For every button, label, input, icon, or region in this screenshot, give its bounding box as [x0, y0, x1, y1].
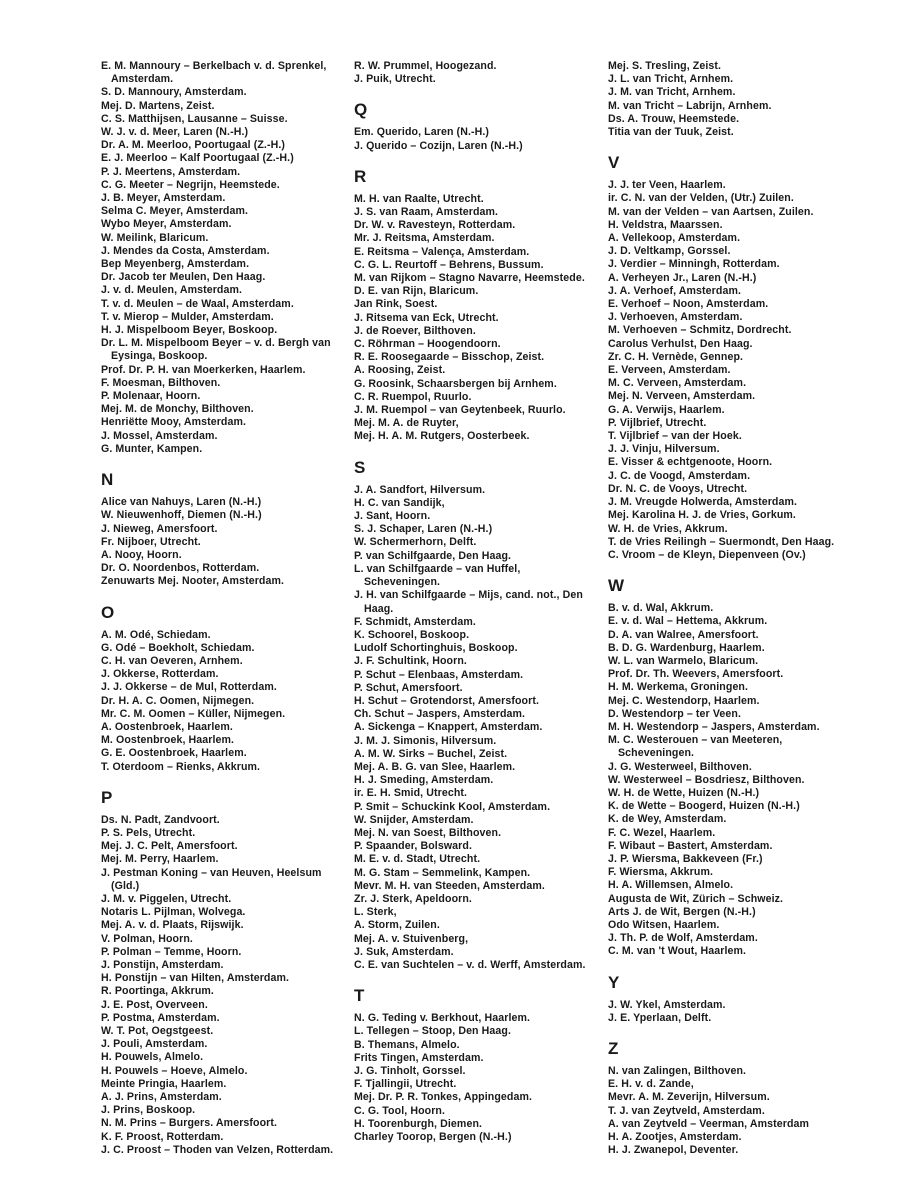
directory-entry: C. M. van 't Wout, Haarlem. [608, 945, 747, 958]
directory-entry: F. Wibaut – Bastert, Amsterdam. [608, 839, 773, 852]
directory-entry: J. Pouli, Amsterdam. [101, 1038, 208, 1051]
directory-entry: E. H. v. d. Zande, [608, 1078, 694, 1091]
letter-section [354, 986, 594, 1144]
directory-entry: V. Polman, Hoorn. [101, 932, 193, 945]
directory-entry: Dr. A. M. Meerloo, Poortugaal (Z.-H.) [101, 139, 285, 152]
directory-entry: Mej. A. v. Stuivenberg, [354, 932, 469, 945]
directory-entry: J. Okkerse, Rotterdam. [101, 668, 219, 681]
directory-entry: B. D. G. Wardenburg, Haarlem. [608, 641, 765, 654]
directory-entry: J. S. van Raam, Amsterdam. [354, 206, 499, 219]
directory-entry: J. E. Post, Overveen. [101, 998, 208, 1011]
directory-entry: T. de Vries Reilingh – Suermondt, Den Haag. [608, 535, 835, 548]
directory-entry: J. Querido – Cozijn, Laren (N.-H.) [354, 139, 523, 152]
section-letter-heading: N [101, 470, 114, 490]
directory-entry: M. C. Verveen, Amsterdam. [608, 377, 747, 390]
directory-entry: ir. E. H. Smid, Utrecht. [354, 787, 468, 800]
column-3 [608, 60, 848, 1171]
directory-entry: E. J. Meerloo – Kalf Poortugaal (Z.-H.) [101, 152, 294, 165]
directory-entry: M. van Rijkom – Stagno Navarre, Heemstede. [354, 272, 585, 285]
directory-entry: J. de Roever, Bilthoven. [354, 324, 476, 337]
directory-entry: T. J. van Zeytveld, Amsterdam. [608, 1104, 765, 1117]
section-letter-heading: V [608, 153, 620, 173]
section-letter-heading: Z [608, 1039, 619, 1058]
directory-entry: E. Verveen, Amsterdam. [608, 364, 731, 377]
letter-section [354, 100, 594, 152]
directory-entry: K. F. Proost, Rotterdam. [101, 1130, 224, 1143]
directory-entry: G. Munter, Kampen. [101, 442, 203, 455]
directory-entry: J. M. v. Piggelen, Utrecht. [101, 892, 232, 905]
letter-section [101, 470, 339, 588]
directory-entry: S. J. Schaper, Laren (N.-H.) [354, 523, 493, 536]
directory-entry: W. T. Pot, Oegstgeest. [101, 1025, 214, 1037]
directory-entry: F. Moesman, Bilthoven. [101, 376, 221, 389]
directory-entry: P. Spaander, Bolsward. [354, 840, 472, 853]
directory-entry: J. B. Meyer, Amsterdam. [101, 192, 226, 205]
directory-entry: Carolus Verhulst, Den Haag. [608, 337, 753, 350]
directory-entry: J. Puik, Utrecht. [354, 73, 436, 86]
directory-entry: P. Postma, Amsterdam. [101, 1011, 220, 1024]
column-2 [354, 60, 594, 1158]
section-letter-heading: R [354, 166, 367, 186]
section-letter-heading: P [101, 787, 113, 807]
directory-entry: J. M. van Tricht, Arnhem. [608, 86, 736, 99]
directory-entry: J. H. van Schilfgaarde – Mijs, cand. not., Den Haag. [354, 589, 583, 615]
directory-entry: C. E. van Suchtelen – v. d. Werff, Amsterdam. [354, 958, 586, 971]
directory-entry: J. J. ter Veen, Haarlem. [608, 179, 726, 192]
directory-entry: Mej. M. de Monchy, Bilthoven. [101, 403, 254, 416]
directory-entry: C. G. Meeter – Negrijn, Heemstede. [101, 178, 280, 191]
directory-entry: Mej. M. Perry, Haarlem. [101, 853, 219, 866]
directory-entry: Alice van Nahuys, Laren (N.-H.) [101, 496, 262, 509]
directory-entry: M. C. Westerouen – van Meeteren, Scheveningen. [608, 734, 783, 760]
directory-entry: C. G. L. Reurtoff – Behrens, Bussum. [354, 258, 544, 271]
directory-entry: W. Snijder, Amsterdam. [354, 813, 474, 826]
directory-entry: P. Vijlbrief, Utrecht. [608, 416, 707, 429]
letter-section [608, 973, 848, 1025]
directory-entry: G. E. Oostenbroek, Haarlem. [101, 747, 247, 760]
column-1 [101, 60, 339, 1171]
directory-entry: H. Ponstijn – van Hilten, Amsterdam. [101, 972, 290, 985]
directory-entry: D. Westendorp – ter Veen. [608, 707, 741, 720]
directory-entry: H. Pouwels – Hoeve, Almelo. [101, 1064, 248, 1077]
letter-section [608, 153, 848, 562]
directory-entry: Arts J. de Wit, Bergen (N.-H.) [608, 905, 756, 918]
directory-entry: W. H. de Vries, Akkrum. [608, 522, 728, 535]
directory-entry: J. Nieweg, Amersfoort. [101, 522, 218, 535]
directory-entry: J. C. de Voogd, Amsterdam. [608, 469, 751, 482]
section-letter-heading: O [101, 602, 115, 622]
directory-entry: H. C. van Sandijk, [354, 496, 445, 509]
directory-entry: E. M. Mannoury – Berkelbach v. d. Sprenkel, Amsterdam. [101, 60, 327, 86]
directory-entry: Mej. H. A. M. Rutgers, Oosterbeek. [354, 430, 530, 443]
directory-entry: Mej. J. C. Pelt, Amersfoort. [101, 840, 238, 853]
directory-entry: Mej. A. v. d. Plaats, Rijswijk. [101, 919, 244, 932]
letter-section [101, 788, 339, 1157]
directory-entry: L. Sterk, [354, 906, 397, 919]
directory-entry: H. Toorenburgh, Diemen. [354, 1117, 483, 1130]
directory-entry: P. Molenaar, Hoorn. [101, 390, 201, 403]
directory-entry: Meinte Pringia, Haarlem. [101, 1077, 227, 1090]
directory-entry: S. D. Mannoury, Amsterdam. [101, 86, 247, 99]
directory-entry: Wybo Meyer, Amsterdam. [101, 218, 232, 231]
directory-entry: E. Visser & echtgenoote, Hoorn. [608, 456, 773, 469]
directory-entry: Mej. C. Westendorp, Haarlem. [608, 694, 760, 707]
directory-entry: J. A. Verhoef, Amsterdam. [608, 284, 742, 297]
directory-entry: M. H. van Raalte, Utrecht. [354, 192, 484, 205]
directory-entry: W. H. de Wette, Huizen (N.-H.) [608, 786, 760, 799]
directory-entry: P. Polman – Temme, Hoorn. [101, 945, 242, 958]
directory-entry: N. G. Teding v. Berkhout, Haarlem. [354, 1012, 531, 1025]
directory-entry: Mevr. M. H. van Steeden, Amsterdam. [354, 879, 545, 892]
directory-entry: T. v. Mierop – Mulder, Amsterdam. [101, 310, 274, 323]
directory-entry: J. Suk, Amsterdam. [354, 945, 454, 958]
directory-entry: A. M. W. Sirks – Buchel, Zeist. [354, 747, 508, 760]
directory-entry: Dr. N. C. de Vooys, Utrecht. [608, 482, 748, 495]
directory-entry: J. v. d. Meulen, Amsterdam. [101, 284, 243, 297]
directory-entry: N. M. Prins – Burgers. Amersfoort. [101, 1117, 278, 1130]
directory-entry: T. v. d. Meulen – de Waal, Amsterdam. [101, 297, 294, 310]
directory-entry: T. Vijlbrief – van der Hoek. [608, 430, 742, 443]
directory-entry: Prof. Dr. P. H. van Moerkerken, Haarlem. [101, 363, 306, 376]
directory-entry: J. P. Wiersma, Bakkeveen (Fr.) [608, 852, 763, 865]
directory-entry: J. Th. P. de Wolf, Amsterdam. [608, 932, 758, 945]
directory-entry: H. M. Werkema, Groningen. [608, 681, 749, 694]
directory-entry: M. Verhoeven – Schmitz, Dordrecht. [608, 324, 792, 337]
directory-entry: H. A. Willemsen, Almelo. [608, 879, 734, 892]
directory-entry: W. L. van Warmelo, Blaricum. [608, 654, 759, 667]
directory-entry: A. Nooy, Hoorn. [101, 548, 182, 561]
directory-entry: Augusta de Wit, Zürich – Schweiz. [608, 892, 784, 905]
directory-entry: J. Prins, Boskoop. [101, 1104, 196, 1117]
directory-entry: P. van Schilfgaarde, Den Haag. [354, 549, 512, 562]
directory-entry: D. E. van Rijn, Blaricum. [354, 285, 479, 298]
letter-section [354, 167, 594, 444]
directory-entry: M. H. Westendorp – Jaspers, Amsterdam. [608, 720, 820, 733]
directory-entry: Em. Querido, Laren (N.-H.) [354, 126, 490, 139]
directory-entry: J. M. J. Simonis, Hilversum. [354, 734, 497, 747]
directory-entry: M. G. Stam – Semmelink, Kampen. [354, 866, 531, 879]
section-letter-heading: S [354, 457, 366, 477]
directory-entry: E. Reitsma – Valença, Amsterdam. [354, 245, 530, 258]
directory-entry: P. Smit – Schuckink Kool, Amsterdam. [354, 800, 551, 813]
directory-entry: Ch. Schut – Jaspers, Amsterdam. [354, 708, 526, 721]
directory-entry: J. D. Veltkamp, Gorssel. [608, 245, 731, 258]
directory-entry: L. Tellegen – Stoop, Den Haag. [354, 1025, 512, 1038]
directory-entry: G. A. Verwijs, Haarlem. [608, 403, 725, 416]
directory-entry: J. Ritsema van Eck, Utrecht. [354, 311, 499, 324]
directory-entry: J. E. Yperlaan, Delft. [608, 1011, 712, 1024]
directory-entry: J. M. Ruempol – van Geytenbeek, Ruurlo. [354, 404, 566, 417]
directory-entry: J. Verdier – Minningh, Rotterdam. [608, 258, 780, 271]
directory-entry: J. Pestman Koning – van Heuven, Heelsum (Gld.) [101, 866, 322, 892]
letter-section [101, 60, 339, 456]
directory-entry: P. J. Meertens, Amsterdam. [101, 165, 241, 178]
directory-entry: J. L. van Tricht, Arnhem. [608, 73, 734, 86]
letter-section [608, 60, 848, 139]
directory-entry: F. Schmidt, Amsterdam. [354, 615, 476, 628]
section-letter-heading: Q [354, 100, 368, 120]
directory-entry: H. Pouwels, Almelo. [101, 1051, 204, 1064]
directory-entry: Mej. A. B. G. van Slee, Haarlem. [354, 760, 516, 773]
directory-entry: P. Schut, Amersfoort. [354, 681, 463, 694]
directory-entry: J. M. Vreugde Holwerda, Amsterdam. [608, 496, 798, 509]
directory-entry: Mej. M. A. de Ruyter, [354, 417, 459, 430]
directory-entry: R. Poortinga, Akkrum. [101, 985, 214, 998]
directory-entry: P. S. Pels, Utrecht. [101, 826, 196, 839]
directory-entry: K. de Wey, Amsterdam. [608, 813, 727, 826]
directory-entry: Mej. N. Verveen, Amsterdam. [608, 390, 756, 403]
directory-entry: M. van der Velden – van Aartsen, Zuilen. [608, 205, 814, 218]
letter-section [354, 458, 594, 973]
directory-entry: A. M. Odé, Schiedam. [101, 628, 211, 641]
directory-entry: C. G. Tool, Hoorn. [354, 1104, 446, 1117]
letter-section [354, 60, 594, 86]
directory-entry: Zenuwarts Mej. Nooter, Amsterdam. [101, 575, 285, 588]
directory-entry: T. Oterdoom – Rienks, Akkrum. [101, 760, 261, 773]
directory-entry: Mej. N. van Soest, Bilthoven. [354, 826, 502, 839]
directory-entry: Zr. J. Sterk, Apeldoorn. [354, 892, 472, 905]
directory-entry: Ds. A. Trouw, Heemstede. [608, 112, 740, 125]
directory-entry: F. C. Wezel, Haarlem. [608, 826, 716, 839]
directory-entry: H. Schut – Grotendorst, Amersfoort. [354, 694, 539, 707]
directory-entry: J. F. Schultink, Hoorn. [354, 655, 467, 668]
directory-entry: Bep Meyenberg, Amsterdam. [101, 258, 250, 271]
directory-entry: Henriëtte Mooy, Amsterdam. [101, 416, 247, 429]
directory-entry: W. Westerweel – Bosdriesz, Bilthoven. [608, 773, 805, 786]
directory-entry: G. Roosink, Schaarsbergen bij Arnhem. [354, 377, 557, 390]
directory-entry: A. Vellekoop, Amsterdam. [608, 232, 741, 245]
directory-entry: J. W. Ykel, Amsterdam. [608, 998, 726, 1011]
directory-entry: A. J. Prins, Amsterdam. [101, 1091, 222, 1104]
directory-entry: J. Verhoeven, Amsterdam. [608, 311, 743, 324]
directory-entry: Fr. Nijboer, Utrecht. [101, 535, 201, 548]
directory-entry: A. Storm, Zuilen. [354, 919, 440, 932]
directory-entry: A. Verheyen Jr., Laren (N.-H.) [608, 271, 757, 284]
directory-entry: H. J. Zwanepol, Deventer. [608, 1144, 739, 1157]
directory-entry: J. G. Westerweel, Bilthoven. [608, 760, 752, 773]
directory-entry: K. de Wette – Boogerd, Huizen (N.-H.) [608, 800, 800, 813]
directory-entry: C. H. van Oeveren, Arnhem. [101, 654, 243, 667]
directory-entry: J. C. Proost – Thoden van Velzen, Rotterdam. [101, 1143, 334, 1156]
directory-entry: W. J. v. d. Meer, Laren (N.-H.) [101, 126, 249, 139]
directory-entry: Prof. Dr. Th. Weevers, Amersfoort. [608, 668, 784, 681]
directory-entry: J. Sant, Hoorn. [354, 510, 431, 523]
directory-entry: W. Schermerhorn, Delft. [354, 536, 477, 549]
directory-entry: C. S. Matthijsen, Lausanne – Suisse. [101, 112, 288, 125]
directory-entry: H. A. Zootjes, Amsterdam. [608, 1131, 742, 1144]
directory-entry: P. Schut – Elenbaas, Amsterdam. [354, 668, 524, 681]
directory-entry: R. E. Roosegaarde – Bisschop, Zeist. [354, 351, 545, 364]
directory-entry: M. Oostenbroek, Haarlem. [101, 734, 235, 747]
directory-entry: G. Odé – Boekholt, Schiedam. [101, 641, 255, 654]
directory-entry: B. v. d. Wal, Akkrum. [608, 602, 714, 615]
directory-entry: H. Veldstra, Maarssen. [608, 218, 723, 231]
directory-entry: Dr. W. v. Ravesteyn, Rotterdam. [354, 219, 516, 232]
directory-entry: J. J. Vinju, Hilversum. [608, 443, 720, 456]
directory-entry: Mevr. A. M. Zeverijn, Hilversum. [608, 1091, 770, 1104]
directory-entry: Frits Tingen, Amsterdam. [354, 1051, 484, 1064]
directory-entry: ir. C. N. van der Velden, (Utr.) Zuilen. [608, 192, 794, 205]
directory-entry: Charley Toorop, Bergen (N.-H.) [354, 1131, 512, 1144]
section-letter-heading: W [608, 576, 625, 596]
directory-entry: Zr. C. H. Vernède, Gennep. [608, 350, 744, 363]
directory-entry: J. A. Sandfort, Hilversum. [354, 483, 486, 496]
directory-entry: Mej. Dr. P. R. Tonkes, Appingedam. [354, 1091, 533, 1104]
directory-entry: Dr. L. M. Mispelboom Beyer – v. d. Bergh van Eysinga, Boskoop. [101, 337, 331, 363]
directory-entry: B. Themans, Almelo. [354, 1038, 460, 1051]
section-letter-heading: Y [608, 972, 620, 992]
directory-entry: J. Mendes da Costa, Amsterdam. [101, 244, 270, 257]
directory-entry: F. Tjallingii, Utrecht. [354, 1078, 457, 1091]
directory-entry: A. Oostenbroek, Haarlem. [101, 720, 233, 733]
directory-entry: M. E. v. d. Stadt, Utrecht. [354, 853, 481, 866]
directory-entry: H. J. Smeding, Amsterdam. [354, 774, 494, 787]
directory-entry: Odo Witsen, Haarlem. [608, 918, 720, 931]
directory-entry: A. van Zeytveld – Veerman, Amsterdam [608, 1117, 810, 1130]
section-letter-heading: T [354, 986, 365, 1006]
directory-entry: Mej. D. Martens, Zeist. [101, 99, 215, 112]
directory-entry: J. Mossel, Amsterdam. [101, 429, 218, 442]
directory-entry: W. Nieuwenhoff, Diemen (N.-H.) [101, 509, 262, 522]
directory-entry: Ludolf Schortinghuis, Boskoop. [354, 642, 518, 655]
directory-entry: L. van Schilfgaarde – van Huffel, Scheveningen. [354, 562, 521, 589]
directory-entry: Mr. J. Reitsma, Amsterdam. [354, 232, 495, 245]
directory-entry: Mej. Karolina H. J. de Vries, Gorkum. [608, 509, 796, 522]
directory-entry: A. Roosing, Zeist. [354, 364, 446, 377]
directory-entry: Jan Rink, Soest. [354, 298, 438, 311]
directory-entry: Dr. O. Noordenbos, Rotterdam. [101, 562, 260, 575]
directory-entry: N. van Zalingen, Bilthoven. [608, 1065, 747, 1077]
directory-entry: R. W. Prummel, Hoogezand. [354, 60, 497, 72]
directory-entry: Mr. C. M. Oomen – Küller, Nijmegen. [101, 707, 286, 720]
directory-entry: E. Verhoef – Noon, Amsterdam. [608, 298, 769, 311]
directory-entry: C. Vroom – de Kleyn, Diepenveen (Ov.) [608, 548, 806, 561]
directory-entry: E. v. d. Wal – Hettema, Akkrum. [608, 615, 768, 628]
directory-entry: M. van Tricht – Labrijn, Arnhem. [608, 99, 772, 112]
directory-entry: C. Röhrman – Hoogendoorn. [354, 338, 501, 351]
directory-entry: H. J. Mispelboom Beyer, Boskoop. [101, 324, 278, 337]
directory-entry: W. Meilink, Blaricum. [101, 231, 209, 244]
directory-entry: Notaris L. Pijlman, Wolvega. [101, 906, 246, 919]
directory-entry: J. J. Okkerse – de Mul, Rotterdam. [101, 681, 277, 694]
letter-section [608, 576, 848, 958]
directory-entry: D. A. van Walree, Amersfoort. [608, 628, 759, 641]
directory-entry: J. Ponstijn, Amsterdam. [101, 958, 224, 971]
letter-section [608, 1039, 848, 1157]
directory-entry: Mej. S. Tresling, Zeist. [608, 60, 722, 72]
directory-entry: Dr. H. A. C. Oomen, Nijmegen. [101, 694, 255, 707]
directory-entry: A. Sickenga – Knappert, Amsterdam. [354, 721, 543, 734]
directory-entry: F. Wiersma, Akkrum. [608, 866, 714, 879]
directory-entry: J. G. Tinholt, Gorssel. [354, 1065, 466, 1077]
directory-entry: Dr. Jacob ter Meulen, Den Haag. [101, 271, 266, 284]
letter-section [101, 603, 339, 774]
directory-entry: K. Schoorel, Boskoop. [354, 628, 470, 641]
directory-entry: C. R. Ruempol, Ruurlo. [354, 390, 472, 403]
directory-entry: Ds. N. Padt, Zandvoort. [101, 813, 220, 826]
directory-entry: Selma C. Meyer, Amsterdam. [101, 205, 249, 218]
directory-entry: Titia van der Tuuk, Zeist. [608, 126, 734, 139]
